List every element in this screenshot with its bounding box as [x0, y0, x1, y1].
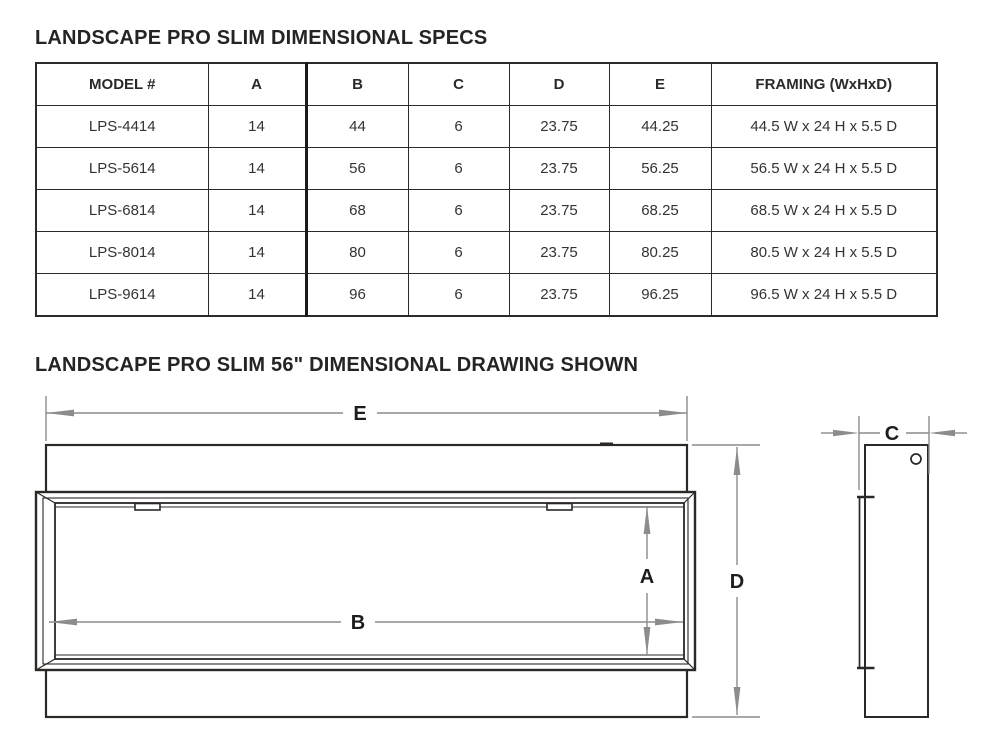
side-body-outline: [865, 445, 928, 717]
cell-e: 68.25: [609, 190, 711, 232]
cell-a: 14: [208, 190, 306, 232]
cell-b: 44: [306, 106, 408, 148]
cell-a: 14: [208, 148, 306, 190]
side-view: [857, 445, 928, 717]
cell-c: 6: [408, 106, 509, 148]
cell-b: 96: [306, 274, 408, 317]
dim-label-b: B: [350, 612, 366, 634]
arrow-left: [46, 410, 74, 417]
table-row: [36, 190, 937, 232]
col-header-e: E: [609, 63, 711, 106]
table-row: [36, 106, 937, 148]
col-header-c: C: [408, 63, 509, 106]
cell-b: 56: [306, 148, 408, 190]
cell-d: 23.75: [509, 274, 609, 317]
arrow-down: [734, 687, 741, 715]
dim-label-c: C: [884, 423, 900, 445]
dimensional-drawing: [0, 388, 1000, 750]
header-row: [36, 63, 937, 106]
cell-model: LPS-9614: [36, 274, 208, 317]
cell-framing: 80.5 W x 24 H x 5.5 D: [711, 232, 937, 274]
spec-table: [35, 62, 938, 317]
top-edge-tab: [600, 443, 613, 447]
cell-b: 80: [306, 232, 408, 274]
col-header-a: A: [208, 63, 306, 106]
cell-framing: 68.5 W x 24 H x 5.5 D: [711, 190, 937, 232]
cell-model: LPS-8014: [36, 232, 208, 274]
drawing-title: LANDSCAPE PRO SLIM 56" DIMENSIONAL DRAWING SHOWN: [35, 354, 639, 376]
cell-c: 6: [408, 190, 509, 232]
front-view: [36, 443, 695, 718]
arrow-right: [659, 410, 687, 417]
cell-model: LPS-4414: [36, 106, 208, 148]
glass-opening: [55, 503, 684, 659]
cell-d: 23.75: [509, 106, 609, 148]
cell-model: LPS-5614: [36, 148, 208, 190]
table-row: [36, 274, 937, 317]
dim-label-e: E: [353, 403, 367, 425]
cell-framing: 44.5 W x 24 H x 5.5 D: [711, 106, 937, 148]
cell-d: 23.75: [509, 190, 609, 232]
dim-label-d: D: [729, 571, 745, 593]
arrow-inward-right: [833, 430, 859, 436]
dimension-e: [46, 396, 687, 441]
cell-b: 68: [306, 190, 408, 232]
cell-d: 23.75: [509, 232, 609, 274]
dim-label-a: A: [639, 566, 655, 588]
arrow-up: [734, 447, 741, 475]
table-row: [36, 232, 937, 274]
table-row: [36, 148, 937, 190]
cell-c: 6: [408, 148, 509, 190]
cell-a: 14: [208, 274, 306, 317]
dimension-d: [692, 445, 760, 717]
cell-c: 6: [408, 232, 509, 274]
cell-framing: 96.5 W x 24 H x 5.5 D: [711, 274, 937, 317]
col-header-model: MODEL #: [36, 63, 208, 106]
glass-clip-right: [547, 504, 572, 511]
arrow-inward-left: [929, 430, 955, 436]
cell-a: 14: [208, 106, 306, 148]
cell-e: 56.25: [609, 148, 711, 190]
col-header-d: D: [509, 63, 609, 106]
cell-d: 23.75: [509, 148, 609, 190]
cell-c: 6: [408, 274, 509, 317]
cell-e: 80.25: [609, 232, 711, 274]
glass-clip-left: [135, 504, 160, 511]
cell-model: LPS-6814: [36, 190, 208, 232]
col-header-b: B: [306, 63, 408, 106]
cell-e: 96.25: [609, 274, 711, 317]
cell-a: 14: [208, 232, 306, 274]
specs-title: LANDSCAPE PRO SLIM DIMENSIONAL SPECS: [35, 27, 488, 49]
col-header-framing: FRAMING (WxHxD): [711, 63, 937, 106]
cell-e: 44.25: [609, 106, 711, 148]
cell-framing: 56.5 W x 24 H x 5.5 D: [711, 148, 937, 190]
